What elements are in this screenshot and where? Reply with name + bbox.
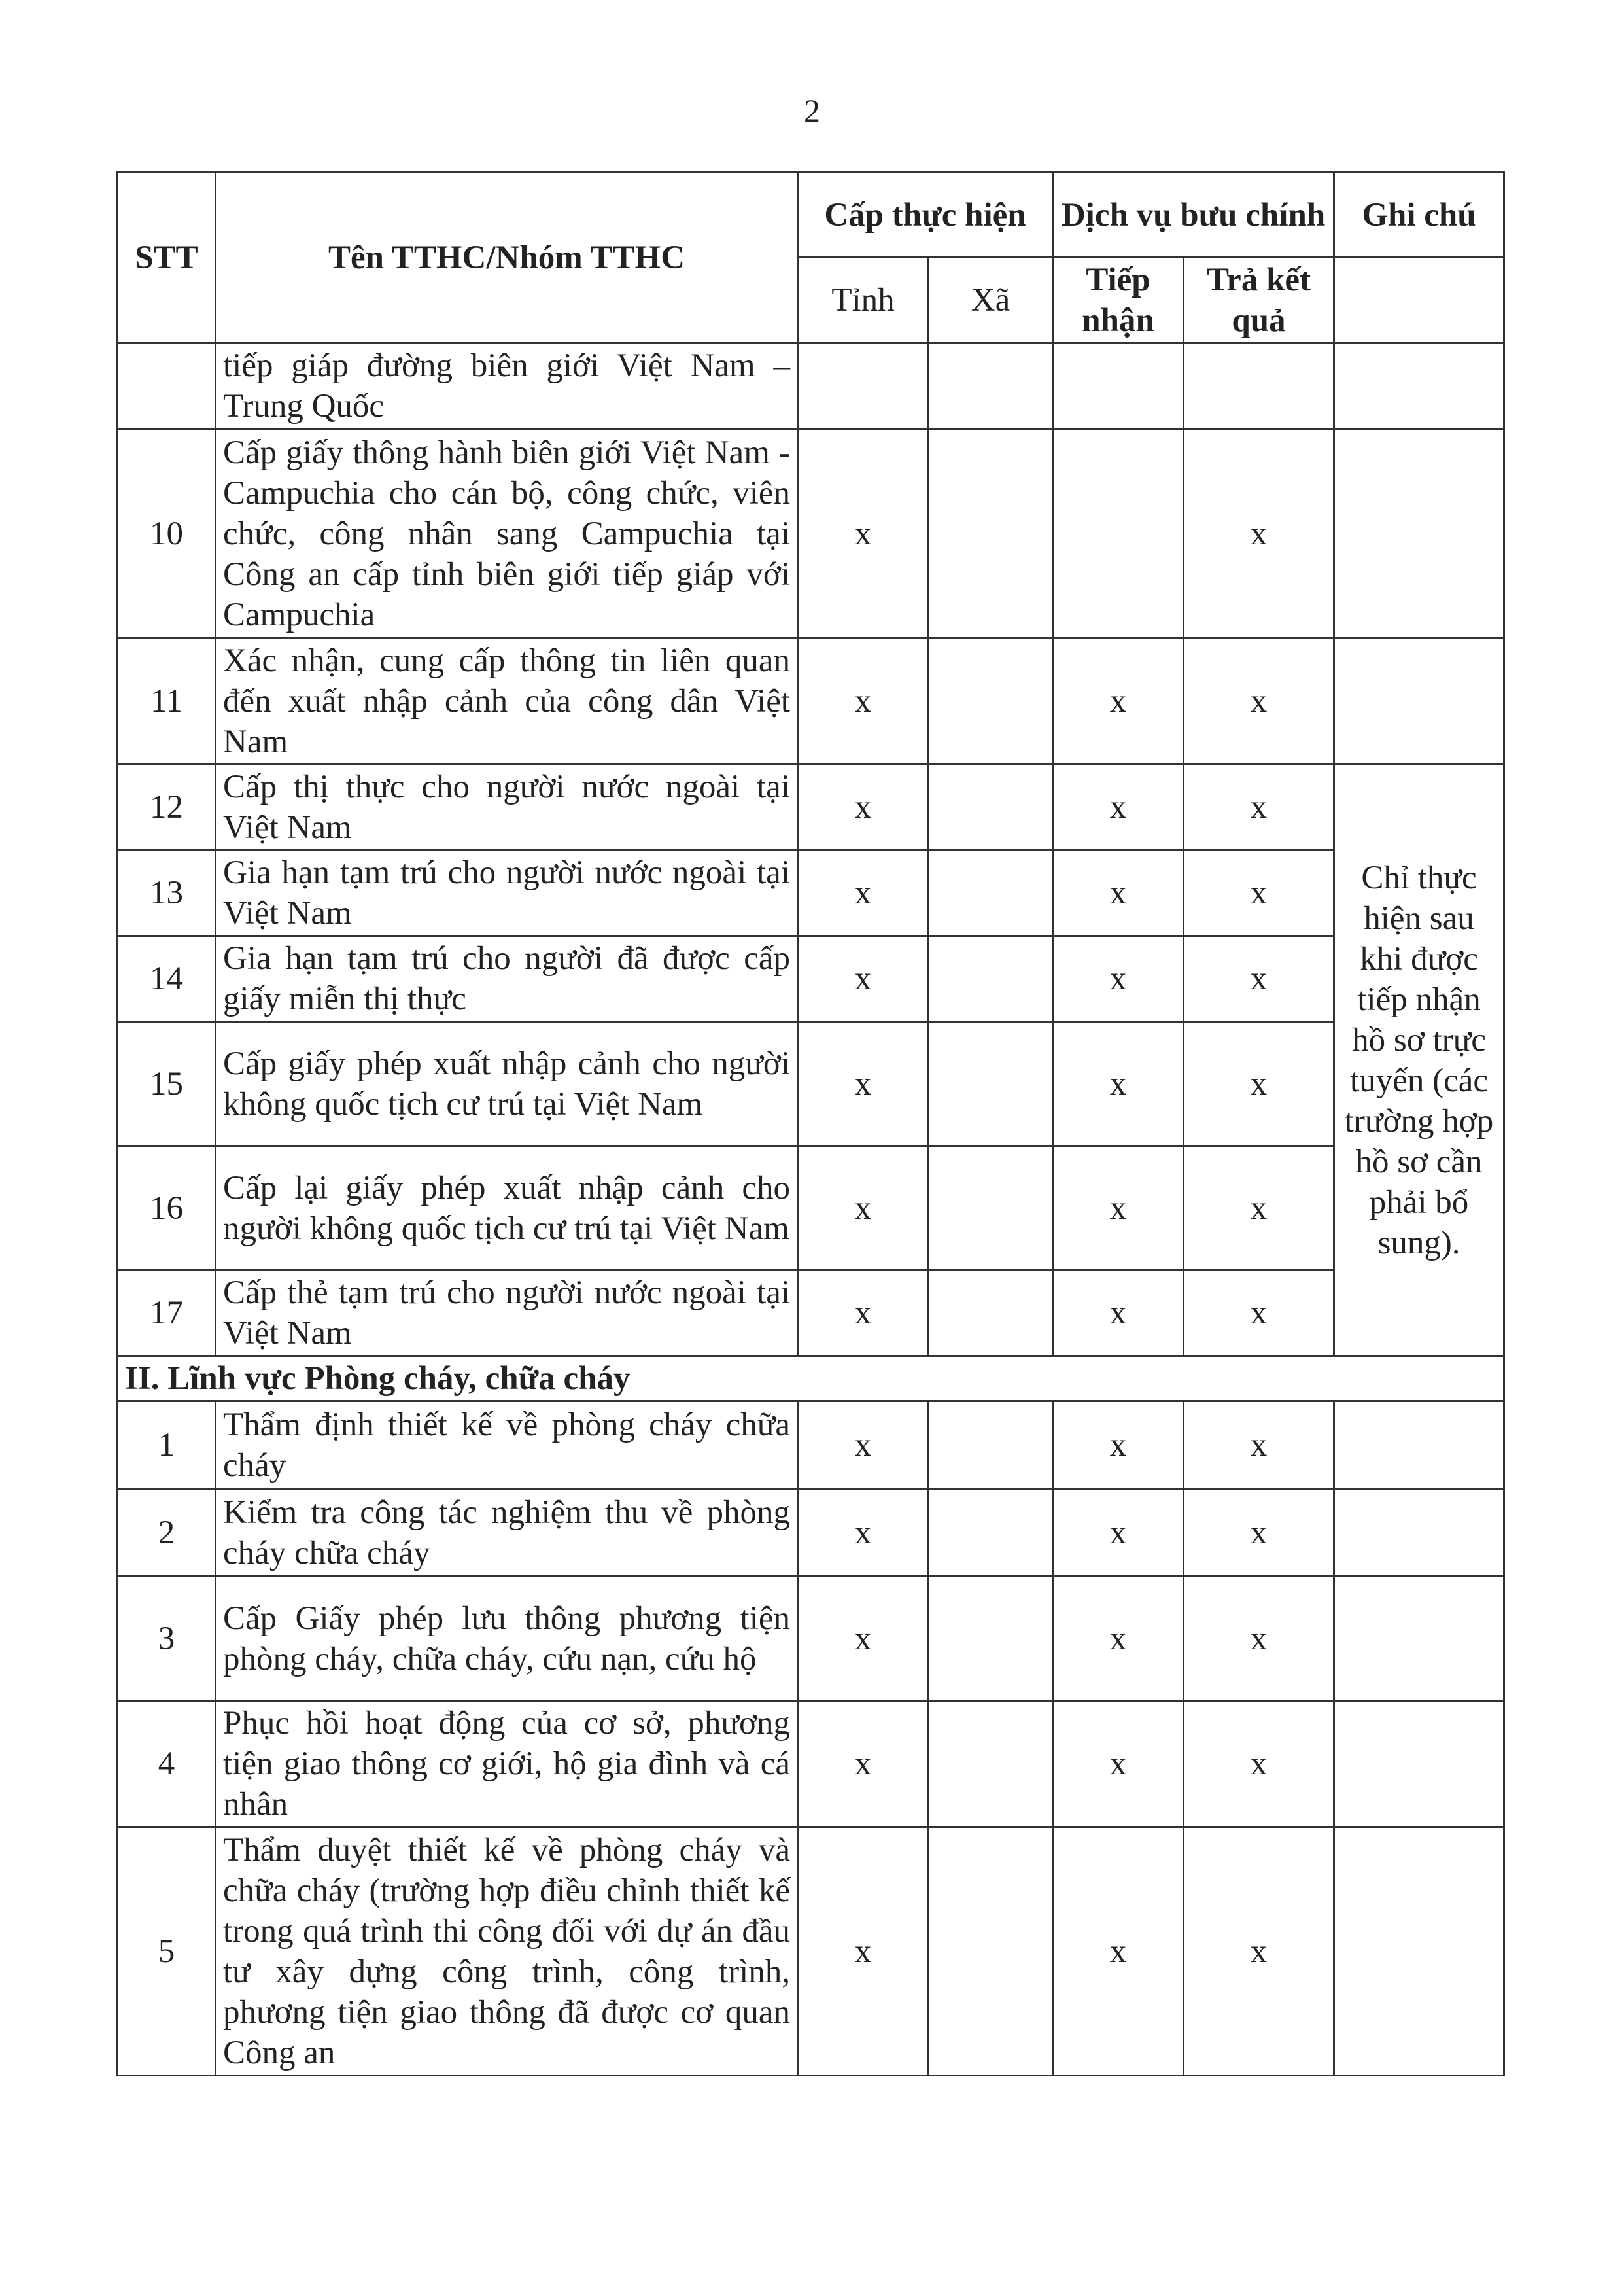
row-stt: 12 [118, 765, 216, 850]
row-note [1334, 1489, 1504, 1577]
table-row [118, 1827, 1504, 2076]
row-return-mark: x [1184, 639, 1334, 765]
row-receive-mark: x [1053, 1577, 1184, 1701]
row-name: Thẩm định thiết kế về phòng cháy chữa cháy [216, 1401, 798, 1489]
row-name: Cấp thị thực cho người nước ngoài tại Việt Nam [216, 765, 798, 850]
row-province-mark: x [798, 1022, 929, 1146]
header-level-commune: Xã [929, 258, 1053, 343]
row-note [1334, 1401, 1504, 1489]
table-row [118, 765, 1504, 850]
row-name: Cấp lại giấy phép xuất nhập cảnh cho người không quốc tịch cư trú tại Việt Nam [216, 1146, 798, 1270]
row-stt: 4 [118, 1701, 216, 1827]
row-name: Thẩm duyệt thiết kế về phòng cháy và chữa cháy (trường hợp điều chỉnh thiết kế trong quá trình thi công đối với dự án đầu tư xây dựng công trình, công trình, phương tiện giao thông đã được cơ quan Công an [216, 1827, 798, 2076]
row-province-mark: x [798, 1270, 929, 1356]
row-stt: 3 [118, 1577, 216, 1701]
row-stt: 17 [118, 1270, 216, 1356]
row-name: Cấp giấy phép xuất nhập cảnh cho người không quốc tịch cư trú tại Việt Nam [216, 1022, 798, 1146]
row-stt: 13 [118, 850, 216, 936]
row-receive-mark: x [1053, 1022, 1184, 1146]
row-province-mark: x [798, 1401, 929, 1489]
table-row [118, 429, 1504, 639]
row-receive-mark: x [1053, 1701, 1184, 1827]
row-name: Cấp Giấy phép lưu thông phương tiện phòng cháy, chữa cháy, cứu nạn, cứu hộ [216, 1577, 798, 1701]
header-postal-return: Trả kết quả [1184, 258, 1334, 343]
row-commune-mark [929, 343, 1053, 429]
row-commune-mark [929, 639, 1053, 765]
procedures-table [116, 171, 1505, 2076]
table-row [118, 1577, 1504, 1701]
row-commune-mark [929, 1401, 1053, 1489]
row-receive-mark: x [1053, 1401, 1184, 1489]
row-stt: 10 [118, 429, 216, 639]
row-province-mark: x [798, 936, 929, 1022]
row-name: Phục hồi hoạt động của cơ sở, phương tiện giao thông cơ giới, hộ gia đình và cá nhân [216, 1701, 798, 1827]
row-return-mark: x [1184, 1701, 1334, 1827]
table-row [118, 639, 1504, 765]
table-row [118, 343, 1504, 429]
section-heading: II. Lĩnh vực Phòng cháy, chữa cháy [118, 1356, 1504, 1401]
row-receive-mark: x [1053, 936, 1184, 1022]
table-row [118, 1401, 1504, 1489]
row-note [1334, 429, 1504, 639]
row-province-mark: x [798, 1577, 929, 1701]
row-note [1334, 1827, 1504, 2076]
row-stt: 14 [118, 936, 216, 1022]
row-commune-mark [929, 1146, 1053, 1270]
row-commune-mark [929, 1489, 1053, 1577]
row-return-mark: x [1184, 1577, 1334, 1701]
table-row [118, 1022, 1504, 1146]
row-name: Gia hạn tạm trú cho người nước ngoài tại Việt Nam [216, 850, 798, 936]
row-return-mark: x [1184, 936, 1334, 1022]
table-row [118, 1489, 1504, 1577]
table-row [118, 850, 1504, 936]
header-postal: Dịch vụ bưu chính [1053, 173, 1334, 258]
row-province-mark [798, 343, 929, 429]
row-name: tiếp giáp đường biên giới Việt Nam – Trung Quốc [216, 343, 798, 429]
row-name: Cấp giấy thông hành biên giới Việt Nam - Campuchia cho cán bộ, công chức, viên chức, công nhân sang Campuchia tại Công an cấp tỉnh biên giới tiếp giáp với Campuchia [216, 429, 798, 639]
header-level: Cấp thực hiện [798, 173, 1053, 258]
row-name: Gia hạn tạm trú cho người đã được cấp giấy miễn thị thực [216, 936, 798, 1022]
table-body [118, 343, 1504, 2076]
row-province-mark: x [798, 1701, 929, 1827]
row-return-mark: x [1184, 850, 1334, 936]
row-stt: 15 [118, 1022, 216, 1146]
row-stt: 1 [118, 1401, 216, 1489]
row-note [1334, 1577, 1504, 1701]
row-stt: 5 [118, 1827, 216, 2076]
row-commune-mark [929, 850, 1053, 936]
row-return-mark: x [1184, 1270, 1334, 1356]
page-number: 2 [804, 92, 820, 129]
row-province-mark: x [798, 1827, 929, 2076]
row-name: Cấp thẻ tạm trú cho người nước ngoài tại Việt Nam [216, 1270, 798, 1356]
row-return-mark: x [1184, 1489, 1334, 1577]
row-commune-mark [929, 1827, 1053, 2076]
row-commune-mark [929, 1022, 1053, 1146]
row-commune-mark [929, 936, 1053, 1022]
table-row [118, 1701, 1504, 1827]
row-commune-mark [929, 1577, 1053, 1701]
header-note: Ghi chú [1334, 173, 1504, 258]
row-province-mark: x [798, 1489, 929, 1577]
row-commune-mark [929, 1701, 1053, 1827]
row-province-mark: x [798, 765, 929, 850]
row-return-mark: x [1184, 1022, 1334, 1146]
row-receive-mark [1053, 343, 1184, 429]
row-return-mark: x [1184, 765, 1334, 850]
row-note [1334, 343, 1504, 429]
row-commune-mark [929, 1270, 1053, 1356]
row-note [1334, 639, 1504, 765]
row-receive-mark: x [1053, 1270, 1184, 1356]
row-note [1334, 1701, 1504, 1827]
header-note-blank [1334, 258, 1504, 343]
row-receive-mark: x [1053, 639, 1184, 765]
table-row [118, 1270, 1504, 1356]
row-commune-mark [929, 429, 1053, 639]
header-postal-receive: Tiếp nhận [1053, 258, 1184, 343]
row-province-mark: x [798, 1146, 929, 1270]
row-commune-mark [929, 765, 1053, 850]
row-return-mark [1184, 343, 1334, 429]
row-return-mark: x [1184, 1827, 1334, 2076]
row-receive-mark [1053, 429, 1184, 639]
row-name: Xác nhận, cung cấp thông tin liên quan đến xuất nhập cảnh của công dân Việt Nam [216, 639, 798, 765]
row-stt: 2 [118, 1489, 216, 1577]
row-receive-mark: x [1053, 1146, 1184, 1270]
header-level-province: Tỉnh [798, 258, 929, 343]
row-receive-mark: x [1053, 1489, 1184, 1577]
header-name: Tên TTHC/Nhóm TTHC [216, 173, 798, 343]
table-row [118, 1146, 1504, 1270]
row-stt [118, 343, 216, 429]
row-return-mark: x [1184, 429, 1334, 639]
row-name: Kiểm tra công tác nghiệm thu về phòng cháy chữa cháy [216, 1489, 798, 1577]
table-row [118, 1356, 1504, 1401]
row-province-mark: x [798, 850, 929, 936]
row-return-mark: x [1184, 1146, 1334, 1270]
merged-note: Chỉ thực hiện sau khi được tiếp nhận hồ sơ trực tuyến (các trường hợp hồ sơ cần phải bổ sung). [1334, 765, 1504, 1356]
row-province-mark: x [798, 639, 929, 765]
table-row [118, 936, 1504, 1022]
row-receive-mark: x [1053, 850, 1184, 936]
header-stt: STT [118, 173, 216, 343]
row-return-mark: x [1184, 1401, 1334, 1489]
row-receive-mark: x [1053, 1827, 1184, 2076]
row-stt: 11 [118, 639, 216, 765]
row-stt: 16 [118, 1146, 216, 1270]
row-receive-mark: x [1053, 765, 1184, 850]
row-province-mark: x [798, 429, 929, 639]
